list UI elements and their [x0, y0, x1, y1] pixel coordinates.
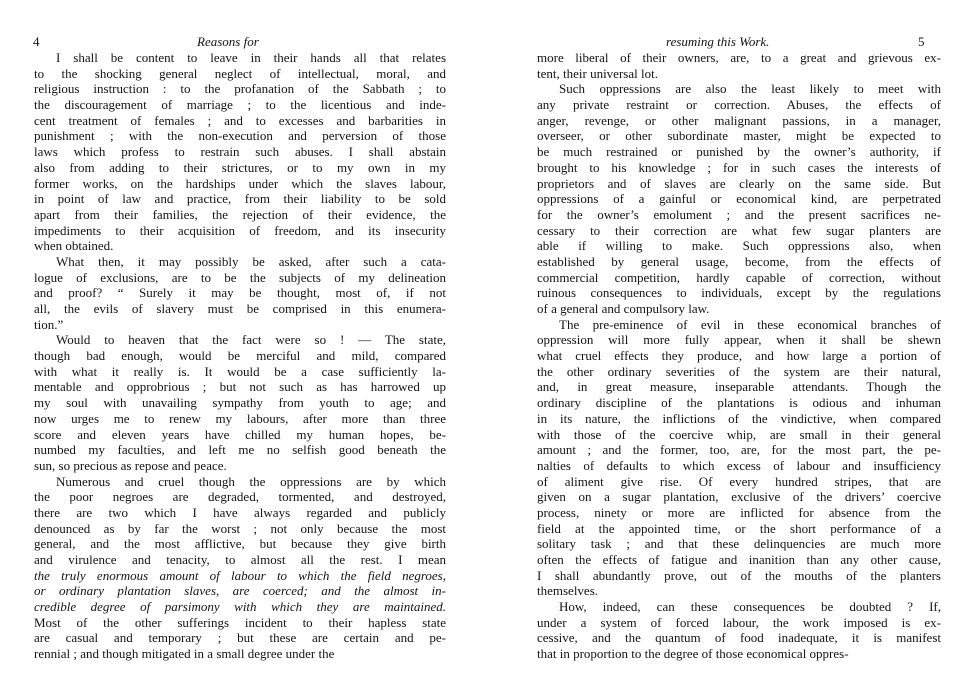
text-line: nalties of defaults to which excess of labour and insufficiency	[537, 457, 941, 473]
text-line: the poor negroes are degraded, tormented, and destroyed,	[34, 489, 446, 505]
text-line: denounced as by far the worst ; not only because the most	[34, 520, 446, 536]
text-line: of aliment give rise. Of every hundred stripes, that are	[537, 473, 941, 489]
text-line: Would to heaven that the fact were so ! — The state,	[56, 332, 446, 348]
text-line: religious instruction : to the profanation of the Sabbath ; to	[34, 81, 446, 97]
text-line: and virulence and tenacity, to almost all the rest. I mean	[34, 552, 446, 567]
text-line: themselves.	[537, 583, 599, 599]
text-line: the truly enormous amount of labour to which the field negroes,	[34, 567, 446, 583]
text-line: Numerous and cruel though the oppressions are by which	[56, 473, 446, 489]
text-line: of a general and compulsory law.	[537, 301, 710, 316]
text-line: any private restraint or correction. Abuses, the effects of	[537, 97, 941, 113]
page-number: 5	[918, 34, 925, 49]
text-line: I shall be content to leave in their hands all that relates	[56, 50, 446, 65]
text-line: for the owner’s emolument ; and the present sacrifices ne-	[537, 206, 941, 222]
text-line: cessive, and the quantum of food inadequate, it is manifest	[537, 630, 941, 646]
text-line: numbed my faculties, and left me no selfish good beneath the	[34, 442, 446, 458]
text-line: apart from their families, the rejection of their evidence, the	[34, 206, 446, 222]
text-line: field at the appointed time, or the short performance of a	[537, 520, 941, 536]
text-line: cessary to their correction are what few sugar planters are	[537, 222, 941, 238]
text-line: logue of exclusions, are to be the subjects of my delineation	[34, 269, 446, 285]
text-line: to the shocking general neglect of intellectual, moral, and	[34, 65, 446, 81]
text-line: general, and the most afflictive, but because they give birth	[34, 536, 446, 552]
text-line: The pre-eminence of evil in these economical branches of	[559, 316, 941, 332]
text-line: ruinous consequences to individuals, except by the regulations	[537, 285, 941, 301]
text-line: overseer, or other subordinate master, might be expected to	[537, 128, 941, 144]
text-line: Most of the other sufferings incident to their hapless state	[34, 614, 446, 630]
text-line: oppressions of a gainful or economical kind, are perpetrated	[537, 191, 941, 207]
text-line: brought to his knowledge ; for in such cases the interests of	[537, 159, 941, 175]
text-line: also from adding to their strictures, or to my own in my	[34, 159, 446, 175]
text-line: cent treatment of females ; and to excesses and barbarities in	[34, 112, 446, 128]
text-line: credible degree of parsimony with which they are maintained.	[34, 599, 446, 615]
text-line: score and eleven years have chilled my human hopes, be-	[34, 426, 446, 442]
text-line: in its nature, the inflictions of the vindictive, when compared	[537, 410, 941, 426]
text-line: often the effects of fatigue and inanition than any other cause,	[537, 552, 941, 567]
text-line: and proof? “ Surely it may be thought, most of, if not	[34, 285, 446, 301]
text-line: given on a sugar plantation, exclusive of the drivers’ coercive	[537, 489, 941, 505]
text-line: commercial competition, hardly capable of correction, without	[537, 269, 941, 285]
text-line: impediments to their acquisition of freedom, and its insecurity	[34, 222, 446, 238]
text-line: my soul with unavailing sympathy from youth to age; and	[34, 395, 446, 411]
page-number: 4	[33, 34, 40, 49]
text-line: are casual and temporary ; but these are certain and pe-	[34, 630, 446, 646]
running-head: resuming this Work.	[666, 34, 770, 49]
text-line: I shall abundantly prove, out of the mouths of the planters	[537, 567, 941, 583]
text-line: How, indeed, can these consequences be doubted ? If,	[559, 599, 941, 615]
text-line: there are two which I have always regarded and publicly	[34, 504, 446, 520]
text-line: process, ninety or more are inflicted for absence from the	[537, 504, 941, 520]
text-line: able if willing to make. Such oppressions also, when	[537, 238, 941, 254]
text-line: in point of law and practice, from their liability to be sold	[34, 191, 446, 207]
text-line: oppression will more fully appear, when it shall be shewn	[537, 332, 941, 348]
text-line: more liberal of their owners, are, to a great and grievous ex-	[537, 50, 941, 65]
running-head: Reasons for	[197, 34, 259, 49]
text-line: the discouragement of marriage ; to the licentious and inde-	[34, 97, 446, 113]
text-line: all, the evils of slavery must be comprised in this enumera-	[34, 301, 446, 316]
text-line: laws which profess to restrain such abuses. I shall abstain	[34, 144, 446, 160]
text-line: the other ordinary severities of the system are their natural,	[537, 363, 941, 379]
text-line: What then, it may possibly be asked, after such a cata-	[56, 253, 446, 269]
text-line: tion.”	[34, 316, 64, 332]
text-line: when obtained.	[34, 238, 114, 254]
text-line: that in proportion to the degree of those economical oppres-	[537, 646, 849, 662]
text-line: sun, so precious as repose and peace.	[34, 457, 227, 473]
text-line: Such oppressions are also the least likely to meet with	[559, 81, 941, 97]
text-line: former works, on the hardships under which the slaves labour,	[34, 175, 446, 191]
text-line: anger, revenge, or other malignant passions, in a manager,	[537, 112, 941, 128]
text-line: now urges me to renew my labours, after more than three	[34, 410, 446, 426]
text-line: though bad enough, would be merciful and mild, compared	[34, 348, 446, 364]
text-line: mentable and opprobrious ; but not such as has harrowed up	[34, 379, 446, 395]
text-line: under a system of forced labour, the work imposed is ex-	[537, 614, 941, 630]
text-line: proprietors and of slaves are clearly on the same side. But	[537, 175, 941, 191]
text-line: with what it really is. It would be a case sufficiently la-	[34, 363, 446, 379]
text-line: or ordinary plantation slaves, are coerced; and the almost in-	[34, 583, 446, 599]
right-page	[490, 0, 980, 695]
text-line: solitary task ; and that these delinquencies are much more	[537, 536, 941, 552]
text-line: tent, their universal lot.	[537, 65, 658, 81]
text-line: be much restrained or punished by the owner’s authority, if	[537, 144, 941, 160]
text-line: rennial ; and though mitigated in a small degree under the	[34, 646, 335, 662]
text-line: ordinary discipline of the plantations is odious and inhuman	[537, 395, 941, 411]
body-text-column	[34, 50, 446, 662]
text-line: and, in great measure, inseparable attendants. Though the	[537, 379, 941, 395]
text-line: with those of the coercive whip, are small in their general	[537, 426, 941, 442]
text-line: amount ; and the former, too, are, for the most part, the pe-	[537, 442, 941, 458]
text-line: punishment ; with the non-execution and perversion of those	[34, 128, 446, 144]
body-text-column	[537, 50, 941, 662]
text-line: what cruel effects they produce, and how large a portion of	[537, 348, 941, 364]
text-line: established by general usage, become, from the effects of	[537, 253, 941, 269]
